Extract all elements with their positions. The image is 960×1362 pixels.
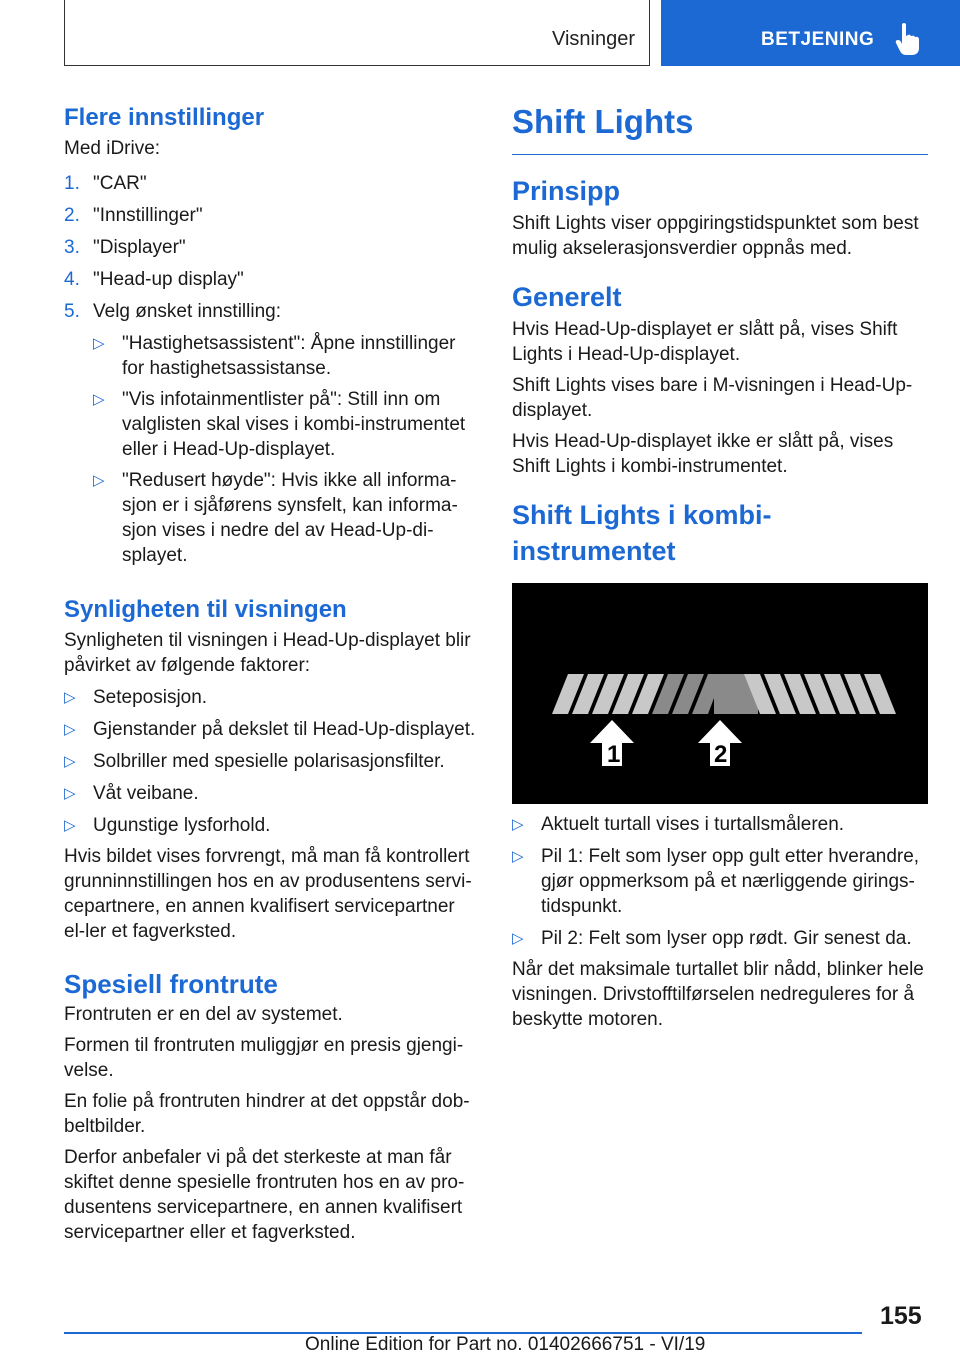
step-text: Velg ønsket innstilling:	[93, 301, 281, 322]
list-item	[64, 685, 480, 710]
generelt-p1: Hvis Head-Up-displayet er slått på, vises Shift Lights i Head-Up-displayet.	[512, 319, 898, 365]
chapter-title: BETJENING	[761, 29, 875, 50]
bullet-text: Aktuelt turtall vises i turtallsmåleren.	[541, 814, 845, 835]
frontrute-p4: Derfor anbefaler vi på det sterkeste at man får skiftet denne spesielle frontruten hos en av pro-dusentens servicepartnere, en annen kvalifisert servicepartner eller et fagverksted.	[64, 1147, 465, 1243]
kombi-list	[512, 812, 928, 951]
intro-text: Med iDrive:	[64, 138, 161, 159]
right-column	[512, 100, 928, 1032]
heading-flere-innstillinger: Flere innstillinger	[64, 104, 265, 131]
bullet-text: Våt veibane.	[93, 783, 199, 804]
heading-synligheten: Synligheten til visningen	[64, 596, 347, 623]
list-item	[64, 171, 480, 196]
settings-sublist	[93, 331, 480, 568]
list-item	[512, 844, 928, 919]
step-number: 3.	[64, 237, 80, 258]
generelt-p2: Shift Lights vises bare i M-visningen i Head-Up-displayet.	[512, 375, 913, 421]
list-item	[93, 468, 480, 568]
shift-lights-illustration	[512, 583, 928, 804]
pointing-hand-icon	[893, 22, 923, 56]
triangle-bullet-icon: ▷	[512, 816, 524, 833]
triangle-bullet-icon: ▷	[64, 817, 76, 834]
list-item	[512, 926, 928, 951]
heading-spesiell-frontrute: Spesiell frontrute	[64, 969, 278, 999]
steps-list	[64, 171, 480, 324]
bullet-text: Gjenstander på dekslet til Head-Up-displayet.	[93, 719, 476, 740]
list-item	[64, 781, 480, 806]
section-title: Visninger	[551, 28, 635, 50]
step-text: "Head-up display"	[93, 269, 244, 290]
kombi-outro: Når det maksimale turtallet blir nådd, blinker hele visningen. Drivstofftilførselen nedreguleres for å beskytte motoren.	[512, 959, 924, 1030]
triangle-bullet-icon: ▷	[512, 848, 524, 865]
shift-lights-figure	[512, 583, 928, 804]
frontrute-p2: Formen til frontruten muliggjør en presis gjengi-velse.	[64, 1035, 464, 1081]
bullet-text: Pil 2: Felt som lyser opp rødt. Gir senest da.	[541, 928, 912, 949]
page-number: 155	[880, 1302, 922, 1330]
header-section-box	[64, 0, 650, 66]
prinsipp-text: Shift Lights viser oppgiringstidspunktet som best mulig akselerasjonsverdier oppnås med.	[512, 213, 919, 259]
synligheten-intro: Synligheten til visningen i Head-Up-displayet blir påvirket av følgende faktorer:	[64, 630, 471, 676]
header-chapter-box	[661, 0, 960, 66]
step-number: 1.	[64, 173, 80, 194]
list-item	[64, 235, 480, 260]
triangle-bullet-icon: ▷	[64, 689, 76, 706]
triangle-bullet-icon: ▷	[64, 721, 76, 738]
list-item	[64, 203, 480, 228]
triangle-bullet-icon: ▷	[64, 753, 76, 770]
heading-shift-lights: Shift Lights	[512, 100, 928, 155]
bullet-text: "Vis infotainmentlister på": Still inn om valglisten skal vises i kombi-instrumentet eller i Head-Up-displayet.	[122, 389, 466, 460]
heading-generelt: Generelt	[512, 282, 622, 312]
factors-list	[64, 685, 480, 838]
step-text: "Displayer"	[93, 237, 186, 258]
synligheten-outro: Hvis bildet vises forvrengt, må man få kontrollert grunninnstillingen hos en av produsentens servi-cepartnere, en annen kvalifisert servicepartner el-ler et fagverksted.	[64, 846, 472, 942]
frontrute-p3: En folie på frontruten hindrer at det oppstår dob-beltbilder.	[64, 1091, 470, 1137]
bullet-text: Pil 1: Felt som lyser opp gult etter hverandre, gjør oppmerksom på et nærliggende girings-tidspunkt.	[541, 846, 920, 917]
left-column	[64, 100, 480, 1245]
triangle-bullet-icon: ▷	[93, 472, 105, 489]
bullet-text: Solbriller med spesielle polarisasjonsfilter.	[93, 751, 445, 772]
step-text: "Innstillinger"	[93, 205, 203, 226]
arrow-2-label: 2	[714, 741, 728, 768]
triangle-bullet-icon: ▷	[93, 391, 105, 408]
bullet-text: Ugunstige lysforhold.	[93, 815, 271, 836]
step-number: 2.	[64, 205, 80, 226]
footer-edition: Online Edition for Part no. 01402666751 - VI/19	[305, 1334, 706, 1355]
list-item	[64, 749, 480, 774]
list-item	[512, 812, 928, 837]
list-item	[93, 387, 480, 462]
triangle-bullet-icon: ▷	[64, 785, 76, 802]
step-number: 4.	[64, 269, 80, 290]
frontrute-p1: Frontruten er en del av systemet.	[64, 1004, 343, 1025]
list-item	[64, 717, 480, 742]
generelt-p3: Hvis Head-Up-displayet ikke er slått på, vises Shift Lights i kombi-instrumentet.	[512, 431, 894, 477]
list-item	[64, 813, 480, 838]
bullet-text: "Hastighetsassistent": Åpne innstillinger for hastighetsassistanse.	[122, 333, 456, 379]
list-item	[64, 267, 480, 292]
bullet-text: "Redusert høyde": Hvis ikke all informa-sjon er i sjåførens synsfelt, kan informa-sjon vises i nedre del av Head-Up-di-splayet.	[122, 470, 458, 566]
triangle-bullet-icon: ▷	[93, 335, 105, 352]
heading-kombi: Shift Lights i kombi-instrumentet	[512, 500, 772, 566]
step-text: "CAR"	[93, 173, 147, 194]
heading-prinsipp: Prinsipp	[512, 176, 621, 206]
arrow-1-label: 1	[607, 741, 621, 768]
step-number: 5.	[64, 301, 80, 322]
bullet-text: Seteposisjon.	[93, 687, 208, 708]
list-item	[64, 299, 480, 324]
list-item	[93, 331, 480, 381]
triangle-bullet-icon: ▷	[512, 930, 524, 947]
